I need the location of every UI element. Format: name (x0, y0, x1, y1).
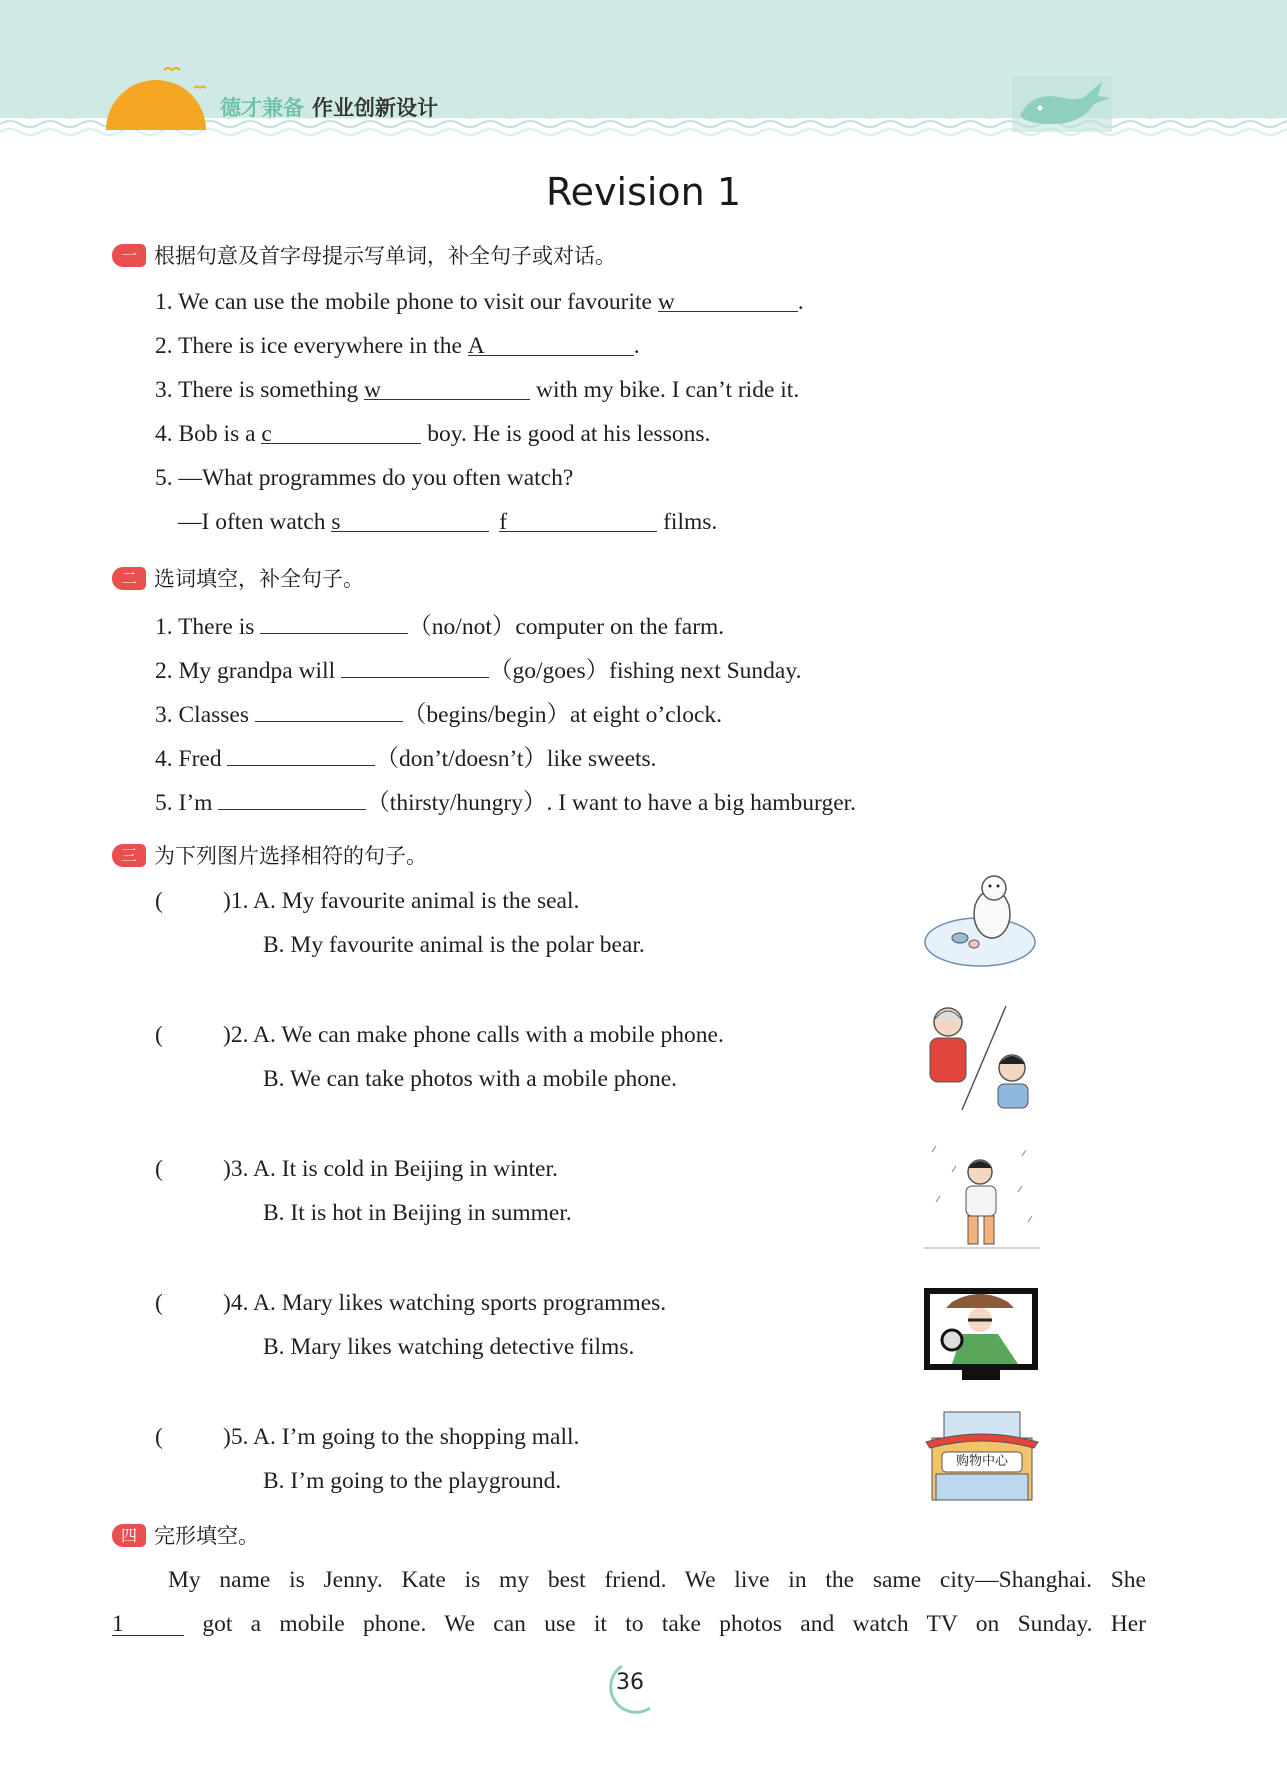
s3-q4-num: )4. (223, 1290, 249, 1316)
s2-q4-end: （don’t/doesn’t）like sweets. (375, 746, 657, 772)
s1-q5-end: films. (663, 509, 718, 535)
s2-q2-answer-blank[interactable] (341, 653, 489, 678)
s3-q2-a (223, 1020, 724, 1050)
section-3-badge: 三 (112, 844, 146, 867)
section-4-instruction: 完形填空。 (154, 1524, 259, 1548)
section-4-badge: 四 (112, 1524, 146, 1547)
passage-line-2 (112, 1609, 1146, 1639)
s2-q1-text: 1. There is (155, 614, 255, 640)
section-4-heading (112, 1520, 259, 1550)
s1-q1 (155, 287, 804, 317)
s1-q2-end: . (633, 333, 640, 359)
s3-q3-option-b: B. It is hot in Beijing in summer. (263, 1200, 572, 1226)
shopping-mall-picture (922, 1408, 1042, 1508)
s2-q5-text: 5. I’m (155, 790, 213, 816)
s3-q2-option-b: B. We can take photos with a mobile phone. (263, 1066, 678, 1092)
s3-q4-option-a: A. Mary likes watching sports programmes. (253, 1290, 667, 1316)
s2-q3-answer-blank[interactable] (255, 697, 403, 722)
page-header (0, 0, 1287, 150)
passage-line-1: My name is Jenny. Kate is my best friend. We live in the same city—Shanghai. She (168, 1567, 1146, 1593)
s2-q1 (155, 609, 724, 642)
s3-q5-option-a: A. I’m going to the shopping mall. (253, 1424, 580, 1450)
phone-call-icon (922, 1002, 1042, 1112)
s3-q2-paren[interactable]: ( (155, 1022, 163, 1048)
cloze-blank-number: 1 (112, 1611, 124, 1637)
s1-q2-text: 2. There is ice everywhere in the (155, 333, 468, 359)
s1-q5-answer-text: —I often watch (178, 509, 332, 535)
s1-q4-end: boy. He is good at his lessons. (427, 421, 711, 447)
passage-line-2-text: got a mobile phone. We can use it to take photos and watch TV on Sunday. Her (202, 1611, 1146, 1637)
s1-q1-text: 1. We can use the mobile phone to visit our favourite (155, 289, 658, 315)
whale-icon (1012, 76, 1112, 132)
s2-q1-answer-blank[interactable] (260, 609, 408, 634)
section-1-heading (112, 240, 616, 270)
page-title: Revision 1 (545, 170, 742, 214)
s1-q4-hint: c (261, 421, 272, 447)
brand-green-text: 德才兼备 (220, 96, 304, 120)
s3-q1-a (223, 886, 579, 916)
s3-q5-option-b: B. I’m going to the playground. (263, 1468, 562, 1494)
s2-q4-text: 4. Fred (155, 746, 222, 772)
section-1-badge: 一 (112, 244, 146, 267)
s3-q2-num: )2. (223, 1022, 249, 1048)
s3-q4-paren[interactable]: ( (155, 1290, 163, 1316)
s3-q1-paren[interactable]: ( (155, 888, 163, 914)
s1-q4-text: 4. Bob is a (155, 421, 262, 447)
s1-q5-blank-1[interactable] (331, 507, 489, 535)
s2-q2 (155, 653, 801, 686)
s2-q2-text: 2. My grandpa will (155, 658, 336, 684)
s2-q1-end: （no/not）computer on the farm. (408, 614, 725, 640)
s2-q4 (155, 741, 657, 774)
s3-q1-option-a: A. My favourite animal is the seal. (253, 888, 580, 914)
s1-q1-hint: w (657, 289, 675, 315)
brand-dark-text: 作业创新设计 (312, 96, 438, 120)
s3-q3-a (223, 1154, 558, 1184)
s1-q1-answer-blank[interactable] (657, 287, 798, 315)
s1-q4 (155, 419, 710, 449)
cold-boy-icon (922, 1142, 1042, 1254)
s3-q1-option-b: B. My favourite animal is the polar bear. (263, 932, 645, 958)
page-number: 36 (616, 1670, 644, 1695)
brand-title (220, 92, 438, 122)
s3-q5-paren[interactable]: ( (155, 1424, 163, 1450)
s1-q5: 5. —What programmes do you often watch? (155, 465, 574, 491)
section-3-heading (112, 840, 427, 870)
s1-q3-answer-blank[interactable] (364, 375, 530, 403)
s2-q3-text: 3. Classes (155, 702, 249, 728)
s1-q2-hint: A (467, 333, 485, 359)
polar-bear-icon (922, 872, 1042, 972)
s2-q5 (155, 785, 856, 818)
s1-q3-end: with my bike. I can’t ride it. (535, 377, 800, 403)
mall-sign-text: 购物中心 (955, 1454, 1008, 1469)
s3-q4-option-b: B. Mary likes watching detective films. (263, 1334, 635, 1360)
s3-q4-a (223, 1288, 666, 1318)
s1-q3-text: 3. There is something (155, 377, 365, 403)
s3-q3-num: )3. (223, 1156, 249, 1182)
s2-q4-answer-blank[interactable] (227, 741, 375, 766)
s1-q5-blank-2[interactable] (499, 507, 657, 535)
s1-q3 (155, 375, 799, 405)
s3-q5-a (223, 1422, 579, 1452)
section-2-heading (112, 563, 364, 593)
s2-q3-end: （begins/begin）at eight o’clock. (402, 702, 723, 728)
s1-q5-hint-1: s (331, 509, 341, 535)
s3-q2-option-a: A. We can make phone calls with a mobile phone. (253, 1022, 724, 1048)
s1-q5-answer (178, 507, 717, 537)
sun-icon (104, 62, 214, 132)
s3-q3-paren[interactable]: ( (155, 1156, 163, 1182)
s1-q4-answer-blank[interactable] (261, 419, 421, 447)
s1-q1-end: . (797, 289, 804, 315)
section-1-instruction: 根据句意及首字母提示写单词，补全句子或对话。 (154, 244, 616, 268)
s1-q2-answer-blank[interactable] (467, 331, 634, 359)
cloze-blank-1[interactable] (112, 1609, 184, 1636)
s3-q1-num: )1. (223, 888, 249, 914)
s1-q3-hint: w (364, 377, 382, 403)
s1-q2 (155, 331, 640, 361)
s2-q3 (155, 697, 722, 730)
s2-q5-end: （thirsty/hungry）. I want to have a big hamburger. (366, 790, 857, 816)
s3-q3-option-a: A. It is cold in Beijing in winter. (253, 1156, 558, 1182)
section-2-instruction: 选词填空，补全句子。 (154, 567, 364, 591)
s2-q5-answer-blank[interactable] (218, 785, 366, 810)
section-3-instruction: 为下列图片选择相符的句子。 (154, 844, 427, 868)
s3-q5-num: )5. (223, 1424, 249, 1450)
section-2-badge: 二 (112, 567, 146, 590)
detective-tv-icon (922, 1286, 1040, 1382)
s1-q5-hint-2: f (499, 509, 508, 535)
s2-q2-end: （go/goes）fishing next Sunday. (489, 658, 802, 684)
